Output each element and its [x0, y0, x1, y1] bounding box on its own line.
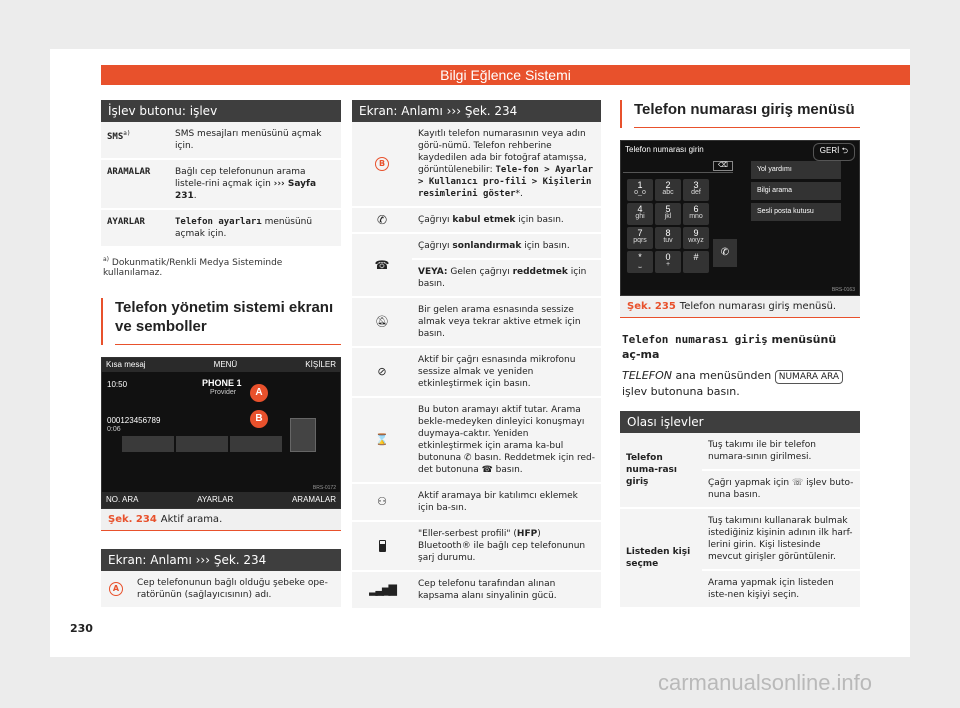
middle-column — [352, 100, 601, 610]
active-call-screenshot — [101, 357, 341, 509]
provider-name: Provider — [210, 389, 237, 396]
row-desc: basın. Reddetmek için red-det butonuna — [418, 453, 595, 475]
row-desc-end: için basın. — [418, 267, 587, 289]
menu-item[interactable]: Sesli posta kutusu — [751, 203, 841, 221]
keypad-key[interactable] — [683, 251, 709, 273]
key-digit: 5 — [665, 204, 671, 214]
page-reference-link[interactable]: ››› Sayfa 231 — [175, 179, 317, 201]
label-b-icon: B — [375, 157, 389, 171]
keypad-key[interactable] — [683, 203, 709, 225]
keypad-key[interactable] — [655, 179, 681, 201]
left-column — [101, 100, 341, 609]
caption-text: Telefon numarası giriş menüsü. — [679, 301, 837, 312]
footnote-text: Dokunmatik/Renkli Medya Sisteminde kullanılamaz. — [103, 258, 283, 278]
phone-hangup-icon: ☎ — [481, 465, 493, 475]
hangup-button[interactable] — [176, 436, 228, 452]
contacts-tab[interactable]: KİŞİLER — [305, 360, 336, 369]
options-menu — [751, 161, 841, 224]
footnote — [101, 248, 341, 286]
row-desc: Tuş takımını kullanarak bulmak istediğiniz kişinin adının ilk harf-lerini girin. Kişi listesinde mevcut girişler görüntülenir. — [702, 509, 860, 571]
menu-name: TELEFON — [622, 369, 672, 382]
dial-number-tab[interactable]: NO. ARA — [106, 495, 139, 504]
contact-photo — [290, 418, 316, 452]
row-desc-end: *. — [515, 189, 523, 199]
phone-name: PHONE 1 — [202, 378, 242, 388]
table-row — [352, 572, 601, 610]
key-digit: 8 — [665, 228, 671, 238]
page-number: 230 — [70, 622, 93, 635]
table-row — [352, 398, 601, 484]
key-letters: wxyz — [688, 237, 704, 244]
key-letters: tuv — [663, 237, 673, 244]
key-digit: * — [638, 252, 642, 262]
key-digit: 4 — [637, 204, 643, 214]
menu-item[interactable]: Yol yardımı — [751, 161, 841, 179]
paragraph-text: ana menüsünden — [671, 369, 775, 382]
keypad-key[interactable] — [627, 251, 653, 273]
keypad-key[interactable] — [683, 179, 709, 201]
table-row — [352, 522, 601, 572]
menu-tab[interactable]: MENÜ — [213, 360, 238, 369]
key-digit: 2 — [665, 180, 671, 190]
callout-b: B — [250, 410, 268, 428]
label-a-icon: A — [109, 582, 123, 596]
row-key: SMS — [107, 132, 124, 142]
section-title: Telefon yönetim sistemi ekranı ve semboller — [115, 298, 341, 345]
row-desc-bold: kabul etmek — [452, 215, 516, 225]
keypad-key[interactable] — [655, 251, 681, 273]
section-title: Telefon numarası giriş menüsü — [634, 100, 860, 128]
key-digit: 1 — [637, 180, 643, 190]
key-letters: ⎵ — [638, 261, 642, 268]
functions-table-heading: Olası işlevler — [620, 411, 860, 433]
sms-tab[interactable]: Kısa mesaj — [106, 360, 146, 369]
key-letters: + — [665, 261, 671, 268]
caller-number: 000123456789 — [107, 416, 161, 425]
caption-text: Aktif arama. — [160, 514, 223, 525]
accept-call-button[interactable] — [122, 436, 174, 452]
row-desc: Bir gelen arama esnasında sessize almak veya tekrar aktive etmek için basın. — [418, 305, 581, 339]
phone-accept-icon: ✆ — [376, 213, 388, 227]
keypad-key[interactable] — [627, 227, 653, 249]
row-desc: Tuş takımı ile bir telefon numara-sının girilmesi. — [702, 433, 860, 471]
figure-caption — [620, 296, 860, 318]
row-desc-end: ) Bluetooth® ile bağlı cep telefonunun şarj durumu. — [418, 529, 586, 563]
mute-button[interactable] — [230, 436, 282, 452]
table-row — [352, 348, 601, 398]
figure-caption — [101, 509, 341, 531]
settings-tab[interactable]: AYARLAR — [197, 495, 234, 504]
key-letters: jkl — [664, 213, 672, 220]
function-table-heading: İşlev butonu: işlev — [101, 100, 341, 122]
keypad-key[interactable] — [655, 227, 681, 249]
mic-off-icon: ⊘ — [377, 365, 387, 378]
calls-tab[interactable]: ARAMALAR — [291, 495, 336, 504]
menu-path: Tele-fon > Ayarlar > Kullanıcı pro-fili > Kişilerin resimlerini göster — [418, 165, 594, 199]
row-desc-bold: reddetmek — [512, 267, 568, 277]
display-table-heading: Ekran: Anlamı ››› Şek. 234 — [101, 549, 341, 571]
row-desc: Arama yapmak için listeden iste-nen kişiyi seçin. — [708, 578, 834, 600]
row-desc: Çağrıyı — [418, 241, 453, 251]
row-desc: menüsünü açmak için. — [175, 217, 313, 239]
row-desc: Gelen çağrıyı — [447, 267, 513, 277]
hold-icon: ⌛ — [375, 433, 389, 446]
screen-title: Telefon numarası girin — [625, 145, 704, 154]
row-desc: Bu buton aramayı aktif tutar. Arama bekle-medeyken dinleyici konuşmayı duymaya-caktır. Yeniden etkinleştirmek için arama ka-bul butonuna — [418, 405, 585, 463]
key-digit: 6 — [693, 204, 699, 214]
table-row — [352, 234, 601, 298]
menu-path: Telefon ayarları — [175, 217, 262, 227]
watermark: carmanualsonline.info — [658, 670, 873, 695]
phone-accept-icon: ✆ — [463, 453, 472, 463]
key-letters: ghi — [635, 213, 645, 220]
right-column — [620, 100, 860, 609]
key-letters: abc — [662, 189, 674, 196]
row-desc-end: için basın. — [521, 241, 570, 251]
call-button[interactable]: ✆ — [713, 239, 737, 267]
figure-code: BRS-0172 — [312, 485, 336, 491]
key-digit: 3 — [693, 180, 699, 190]
backspace-icon[interactable]: ⌫ — [713, 161, 733, 171]
row-desc: SMS mesajları menüsünü açmak için. — [175, 129, 322, 151]
paragraph-bold: menüsünü aç-ma — [622, 333, 837, 361]
back-button[interactable]: GERİ ⮌ — [813, 143, 855, 161]
key-letters: pqrs — [633, 237, 647, 244]
function-key: NUMARA ARA — [775, 370, 843, 384]
table-row — [620, 433, 860, 509]
bell-off-icon: 🔕︎ — [375, 315, 389, 328]
table-row — [352, 122, 601, 208]
keypad-key[interactable] — [683, 227, 709, 249]
footnote-mark: a) — [103, 256, 110, 263]
row-desc: Cep telefonunun bağlı olduğu şebeke ope-ratörünün (sağlayıcısının) adı. — [137, 578, 328, 600]
row-key: ARAMALAR — [107, 167, 151, 177]
signal-icon: ▂▃▅▇ — [369, 583, 395, 596]
add-participant-icon: ⚇ — [377, 495, 387, 508]
display-table-heading-continued: Ekran: Anlamı ››› Şek. 234 — [352, 100, 601, 122]
row-desc: Cep telefonu tarafından alınan kapsama alanı sinyalinin gücü. — [418, 579, 557, 601]
keypad-key[interactable] — [627, 179, 653, 201]
row-desc: Çağrıyı — [418, 215, 453, 225]
row-desc: Çağrı yapmak için ☏ işlev buto-nuna basın. — [708, 478, 854, 500]
row-desc: Bağlı cep telefonunun arama listele-rini açmak için — [175, 167, 306, 189]
row-desc: Kayıtlı telefon numarasının veya adın görü-nümü. Telefon rehberine kaydedilen ada bir fotoğraf atamışsa, görüntülenebilir: — [418, 129, 587, 175]
figure-number: Şek. 235 — [627, 301, 676, 312]
paragraph-text: işlev butonuna basın. — [622, 385, 740, 398]
key-digit: 9 — [693, 228, 699, 238]
figure-number: Şek. 234 — [108, 514, 157, 525]
phone-hangup-icon: ☎ — [374, 258, 390, 272]
table-row — [101, 122, 341, 160]
paragraph — [620, 368, 860, 399]
key-letters: o_o — [634, 189, 646, 196]
table-row — [352, 484, 601, 522]
table-row — [101, 571, 341, 609]
clock: 10:50 — [107, 380, 128, 389]
key-digit: # — [693, 252, 699, 262]
key-letters: def — [691, 189, 701, 196]
paragraph — [620, 332, 860, 362]
row-desc: Aktif bir çağrı esnasında mikrofonu sessize almak ve yeniden etkinleştirmek için basın. — [418, 355, 576, 389]
key-digit: 0 — [665, 252, 671, 262]
keypad-key[interactable] — [627, 203, 653, 225]
table-row — [101, 210, 341, 248]
number-entry-screenshot — [620, 140, 860, 296]
key-digit: 7 — [637, 228, 643, 238]
row-desc: "Eller-serbest profili" ( — [418, 529, 517, 539]
back-label: GERİ — [819, 146, 840, 155]
callout-a: A — [250, 384, 268, 402]
row-desc: Aktif aramaya bir katılımcı eklemek için ba-sın. — [418, 491, 578, 513]
table-row — [620, 509, 860, 609]
menu-path: Telefon numarası giriş — [622, 333, 768, 346]
row-desc-end: basın. — [492, 465, 523, 475]
keypad-key[interactable] — [655, 203, 681, 225]
row-desc-end: . — [193, 191, 197, 201]
row-label: Telefon numa-rası giriş — [626, 453, 677, 487]
key-letters: mno — [689, 213, 703, 220]
figure-code: BRS-0163 — [831, 287, 855, 293]
row-key: AYARLAR — [107, 217, 145, 227]
call-duration: 0:06 — [107, 426, 121, 433]
table-row — [352, 208, 601, 234]
row-label: Listeden kişi seçme — [626, 547, 691, 569]
or-label: VEYA: — [418, 267, 448, 277]
row-desc-bold: sonlandırmak — [452, 241, 522, 251]
footnote-ref: a) — [123, 130, 131, 137]
battery-icon — [379, 540, 386, 552]
section-header: Bilgi Eğlence Sistemi — [101, 65, 910, 85]
table-row — [352, 298, 601, 348]
menu-item[interactable]: Bilgi arama — [751, 182, 841, 200]
hfp-label: HFP — [516, 529, 538, 539]
table-row — [101, 160, 341, 210]
row-desc-end: için basın. — [515, 215, 564, 225]
manual-page — [50, 49, 910, 657]
